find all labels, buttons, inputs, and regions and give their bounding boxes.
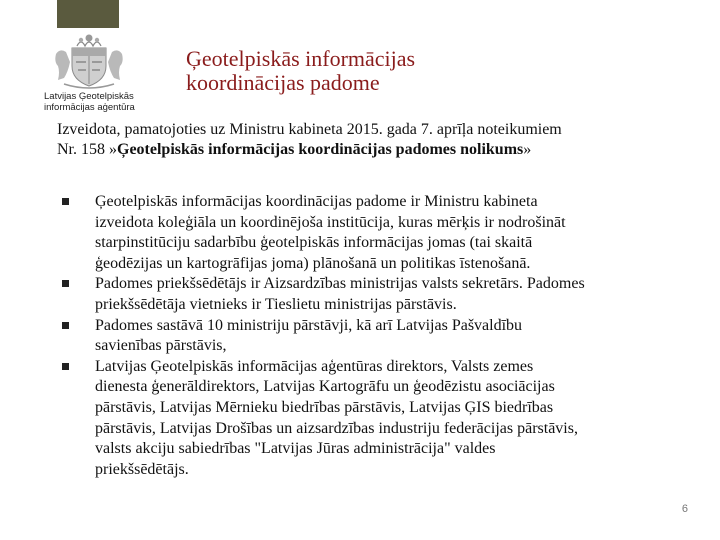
list-item-line: Latvijas Ģeotelpiskās informācijas aģentūras direktors, Valsts zemes xyxy=(95,357,534,375)
list-item-line: Padomes priekšsēdētājs ir Aizsardzības ministrijas valsts sekretārs. Padomes xyxy=(95,275,585,293)
square-bullet-icon xyxy=(62,363,69,370)
intro-line-1: Izveidota, pamatojoties uz Ministru kabineta 2015. gada 7. aprīļa noteikumiem xyxy=(57,121,562,138)
page-title xyxy=(186,47,666,95)
title-line-1: Ģeotelpiskās informācijas xyxy=(186,46,416,71)
top-accent-bar xyxy=(57,0,119,28)
page-number: 6 xyxy=(681,503,688,515)
title-line-2: koordinācijas padome xyxy=(186,70,380,95)
list-item-line: priekšsēdētāja vietnieks ir Tieslietu ministrijas pārstāvis. xyxy=(95,295,457,313)
list-item-line: dienesta ģenerāldirektors, Latvijas Kartogrāfu un ģeodēzistu asociācijas xyxy=(95,378,555,396)
list-item xyxy=(62,357,687,481)
list-item-line: savienības pārstāvis, xyxy=(95,337,227,355)
agency-logo xyxy=(44,32,154,120)
bullet-list xyxy=(62,192,687,480)
list-item-line: izveidota koleģiāla un koordinējoša institūcija, kuras mērķis ir nodrošināt xyxy=(95,213,566,231)
intro-suffix: » xyxy=(523,141,532,158)
intro-prefix: Nr. 158 » xyxy=(57,141,117,158)
regulation-title: Ģeotelpiskās informācijas koordinācijas padomes nolikums xyxy=(117,141,524,158)
logo-text-line-1: Latvijas Ģeotelpiskās xyxy=(44,91,134,102)
list-item xyxy=(62,316,687,357)
square-bullet-icon xyxy=(62,322,69,329)
list-item-line: pārstāvis, Latvijas Mērnieku biedrības pārstāvis, Latvijas ĢIS biedrības xyxy=(95,398,554,416)
list-item-line: pārstāvis, Latvijas Drošības un aizsardzības industriju federācijas pārstāvis, xyxy=(95,419,578,437)
list-item-line: Ģeotelpiskās informācijas koordinācijas padome ir Ministru kabineta xyxy=(95,193,538,210)
list-item-line: priekšsēdētājs. xyxy=(95,460,189,478)
square-bullet-icon xyxy=(62,198,69,205)
list-item xyxy=(62,274,687,315)
intro-line-2 xyxy=(57,140,687,160)
list-item-line: valsts akciju sabiedrības "Latvijas Jūras administrācija" valdes xyxy=(95,440,496,458)
logo-text xyxy=(44,91,154,113)
list-item-line: ģeodēzijas un kartogrāfijas joma) plānošanā un politikas īstenošanā. xyxy=(95,254,531,272)
list-item-line: Padomes sastāvā 10 ministriju pārstāvji, kā arī Latvijas Pašvaldību xyxy=(95,316,523,334)
logo-text-line-2: informācijas aģentūra xyxy=(44,102,135,113)
coat-of-arms-icon xyxy=(44,32,154,90)
list-item xyxy=(62,192,687,274)
intro-paragraph xyxy=(57,120,687,160)
square-bullet-icon xyxy=(62,280,69,287)
list-item-line: starpinstitūciju sadarbību ģeotelpiskās informācijas jomas (tai skaitā xyxy=(95,234,533,252)
